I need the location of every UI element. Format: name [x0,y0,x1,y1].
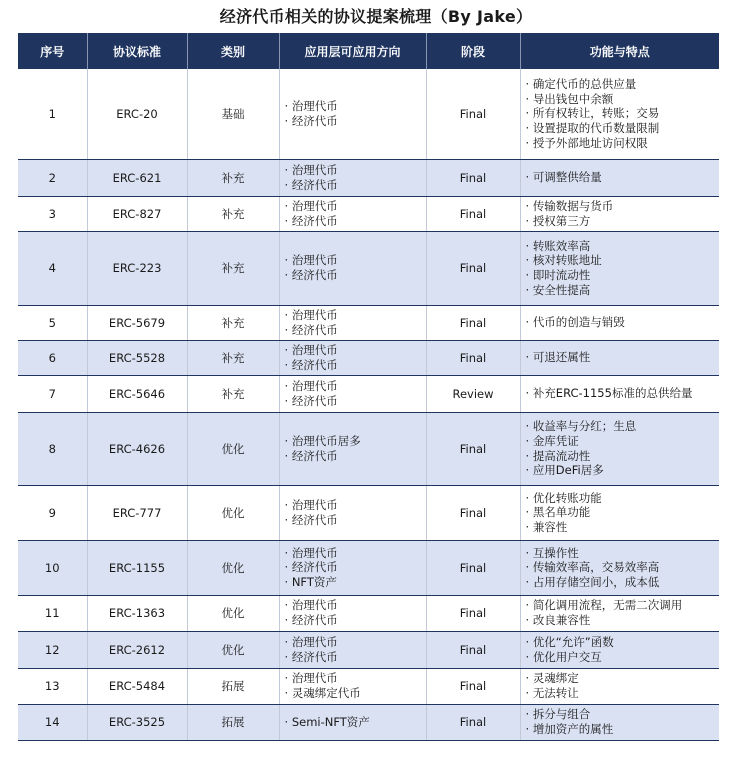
cell-category: 补充 [187,159,279,196]
application-item: · 治理代币居多 [285,434,426,449]
table-row [18,375,719,412]
header-standard: 协议标准 [87,33,187,69]
application-item: · 治理代币 [285,99,426,114]
cell-features [520,196,719,231]
application-item: · 治理代币 [285,253,426,268]
cell-stage: Final [426,668,520,704]
application-item: · NFT资产 [285,575,426,590]
feature-item: · 黑名单功能 [526,505,720,520]
feature-item: · 改良兼容性 [526,613,720,628]
cell-stage: Final [426,540,520,595]
cell-features [520,305,719,340]
cell-stage: Final [426,305,520,340]
feature-item: · 代币的创造与销毁 [526,315,720,330]
application-item: · 经济代币 [285,358,426,373]
application-item: · 治理代币 [285,199,426,214]
application-item: · 经济代币 [285,449,426,464]
cell-features [520,485,719,540]
application-item: · 经济代币 [285,114,426,129]
application-item: · 经济代币 [285,323,426,338]
application-item: · 治理代币 [285,598,426,613]
cell-stage: Final [426,69,520,159]
header-features: 功能与特点 [520,33,719,69]
feature-item: · 占用存储空间小，成本低 [526,575,720,590]
cell-applications [279,196,426,231]
cell-category: 优化 [187,595,279,631]
feature-item: · 应用DeFi居多 [526,463,720,478]
cell-standard: ERC-2612 [87,631,187,668]
cell-standard: ERC-4626 [87,412,187,485]
feature-item: · 传输数据与货币 [526,199,720,214]
cell-category: 补充 [187,340,279,375]
cell-applications [279,340,426,375]
cell-stage: Final [426,412,520,485]
table-row [18,631,719,668]
application-item: · 经济代币 [285,560,426,575]
feature-item: · 优化用户交互 [526,650,720,665]
feature-item: · 收益率与分红；生息 [526,419,720,434]
cell-applications [279,375,426,412]
feature-item: · 灵魂绑定 [526,671,720,686]
cell-applications [279,159,426,196]
cell-features [520,540,719,595]
cell-standard: ERC-1363 [87,595,187,631]
cell-standard: ERC-223 [87,231,187,305]
feature-item: · 可退还属性 [526,350,720,365]
feature-item: · 所有权转让，转账；交易 [526,106,720,121]
header-category: 类别 [187,33,279,69]
cell-no: 7 [18,375,87,412]
table-row [18,196,719,231]
cell-category: 优化 [187,540,279,595]
feature-item: · 提高流动性 [526,449,720,464]
cell-applications [279,231,426,305]
page-title: 经济代币相关的协议提案梳理（By Jake） [219,7,533,26]
application-item: · 治理代币 [285,498,426,513]
feature-item: · 兼容性 [526,520,720,535]
cell-features [520,340,719,375]
cell-no: 4 [18,231,87,305]
cell-no: 8 [18,412,87,485]
cell-standard: ERC-20 [87,69,187,159]
table-row [18,305,719,340]
cell-features [520,668,719,704]
cell-standard: ERC-5679 [87,305,187,340]
application-item: · 经济代币 [285,650,426,665]
cell-features [520,375,719,412]
cell-applications [279,540,426,595]
cell-features [520,159,719,196]
cell-no: 14 [18,704,87,740]
cell-features [520,412,719,485]
cell-standard: ERC-3525 [87,704,187,740]
application-item: · 经济代币 [285,394,426,409]
table-header-row [18,33,719,69]
application-item: · 治理代币 [285,308,426,323]
cell-standard: ERC-1155 [87,540,187,595]
cell-applications [279,595,426,631]
cell-stage: Review [426,375,520,412]
cell-features [520,704,719,740]
table-row [18,668,719,704]
feature-item: · 拆分与组合 [526,707,720,722]
feature-item: · 金库凭证 [526,434,720,449]
feature-item: · 无法转让 [526,686,720,701]
feature-item: · 核对转账地址 [526,253,720,268]
cell-standard: ERC-777 [87,485,187,540]
application-item: · 治理代币 [285,671,426,686]
table-row [18,412,719,485]
application-item: · 经济代币 [285,214,426,229]
table-row [18,159,719,196]
cell-features [520,231,719,305]
feature-item: · 可调整供给量 [526,170,720,185]
header-stage: 阶段 [426,33,520,69]
cell-applications [279,485,426,540]
table-row [18,704,719,740]
header-applications: 应用层可应用方向 [279,33,426,69]
feature-item: · 设置提取的代币数量限制 [526,121,720,136]
cell-no: 3 [18,196,87,231]
application-item: · 经济代币 [285,178,426,193]
cell-standard: ERC-5646 [87,375,187,412]
cell-no: 12 [18,631,87,668]
cell-category: 拓展 [187,704,279,740]
cell-stage: Final [426,595,520,631]
cell-no: 2 [18,159,87,196]
feature-item: · 补充ERC-1155标准的总供给量 [526,386,720,401]
application-item: · 治理代币 [285,546,426,561]
application-item: · Semi-NFT资产 [285,715,426,730]
cell-stage: Final [426,231,520,305]
feature-item: · 互操作性 [526,546,720,561]
cell-no: 9 [18,485,87,540]
cell-applications [279,704,426,740]
table-row [18,69,719,159]
cell-features [520,595,719,631]
cell-no: 11 [18,595,87,631]
feature-item: · 授权第三方 [526,214,720,229]
cell-category: 优化 [187,485,279,540]
feature-item: · 导出钱包中余额 [526,92,720,107]
cell-applications [279,631,426,668]
cell-standard: ERC-5528 [87,340,187,375]
header-no: 序号 [18,33,87,69]
cell-category: 拓展 [187,668,279,704]
cell-stage: Final [426,631,520,668]
feature-item: · 优化转账功能 [526,491,720,506]
cell-category: 优化 [187,631,279,668]
cell-category: 补充 [187,231,279,305]
feature-item: · 转账效率高 [526,239,720,254]
feature-item: · 优化“允许”函数 [526,635,720,650]
application-item: · 治理代币 [285,379,426,394]
cell-standard: ERC-621 [87,159,187,196]
feature-item: · 增加资产的属性 [526,722,720,737]
cell-standard: ERC-5484 [87,668,187,704]
protocol-table [18,33,719,741]
cell-stage: Final [426,485,520,540]
cell-category: 补充 [187,196,279,231]
cell-no: 6 [18,340,87,375]
cell-applications [279,412,426,485]
table-row [18,485,719,540]
table-row [18,340,719,375]
application-item: · 经济代币 [285,613,426,628]
cell-category: 优化 [187,412,279,485]
feature-item: · 传输效率高，交易效率高 [526,560,720,575]
cell-stage: Final [426,340,520,375]
table-row [18,595,719,631]
cell-applications [279,668,426,704]
cell-applications [279,305,426,340]
application-item: · 治理代币 [285,343,426,358]
application-item: · 灵魂绑定代币 [285,686,426,701]
feature-item: · 安全性提高 [526,283,720,298]
cell-category: 基础 [187,69,279,159]
feature-item: · 即时流动性 [526,268,720,283]
cell-stage: Final [426,159,520,196]
application-item: · 经济代币 [285,513,426,528]
cell-features [520,69,719,159]
cell-no: 13 [18,668,87,704]
table-row [18,540,719,595]
cell-no: 5 [18,305,87,340]
table-row [18,231,719,305]
cell-category: 补充 [187,305,279,340]
cell-no: 1 [18,69,87,159]
cell-standard: ERC-827 [87,196,187,231]
cell-stage: Final [426,704,520,740]
cell-stage: Final [426,196,520,231]
feature-item: · 简化调用流程，无需二次调用 [526,598,720,613]
cell-category: 补充 [187,375,279,412]
application-item: · 治理代币 [285,635,426,650]
cell-features [520,631,719,668]
application-item: · 治理代币 [285,163,426,178]
cell-no: 10 [18,540,87,595]
application-item: · 经济代币 [285,268,426,283]
feature-item: · 授予外部地址访问权限 [526,136,720,151]
cell-applications [279,69,426,159]
feature-item: · 确定代币的总供应量 [526,77,720,92]
